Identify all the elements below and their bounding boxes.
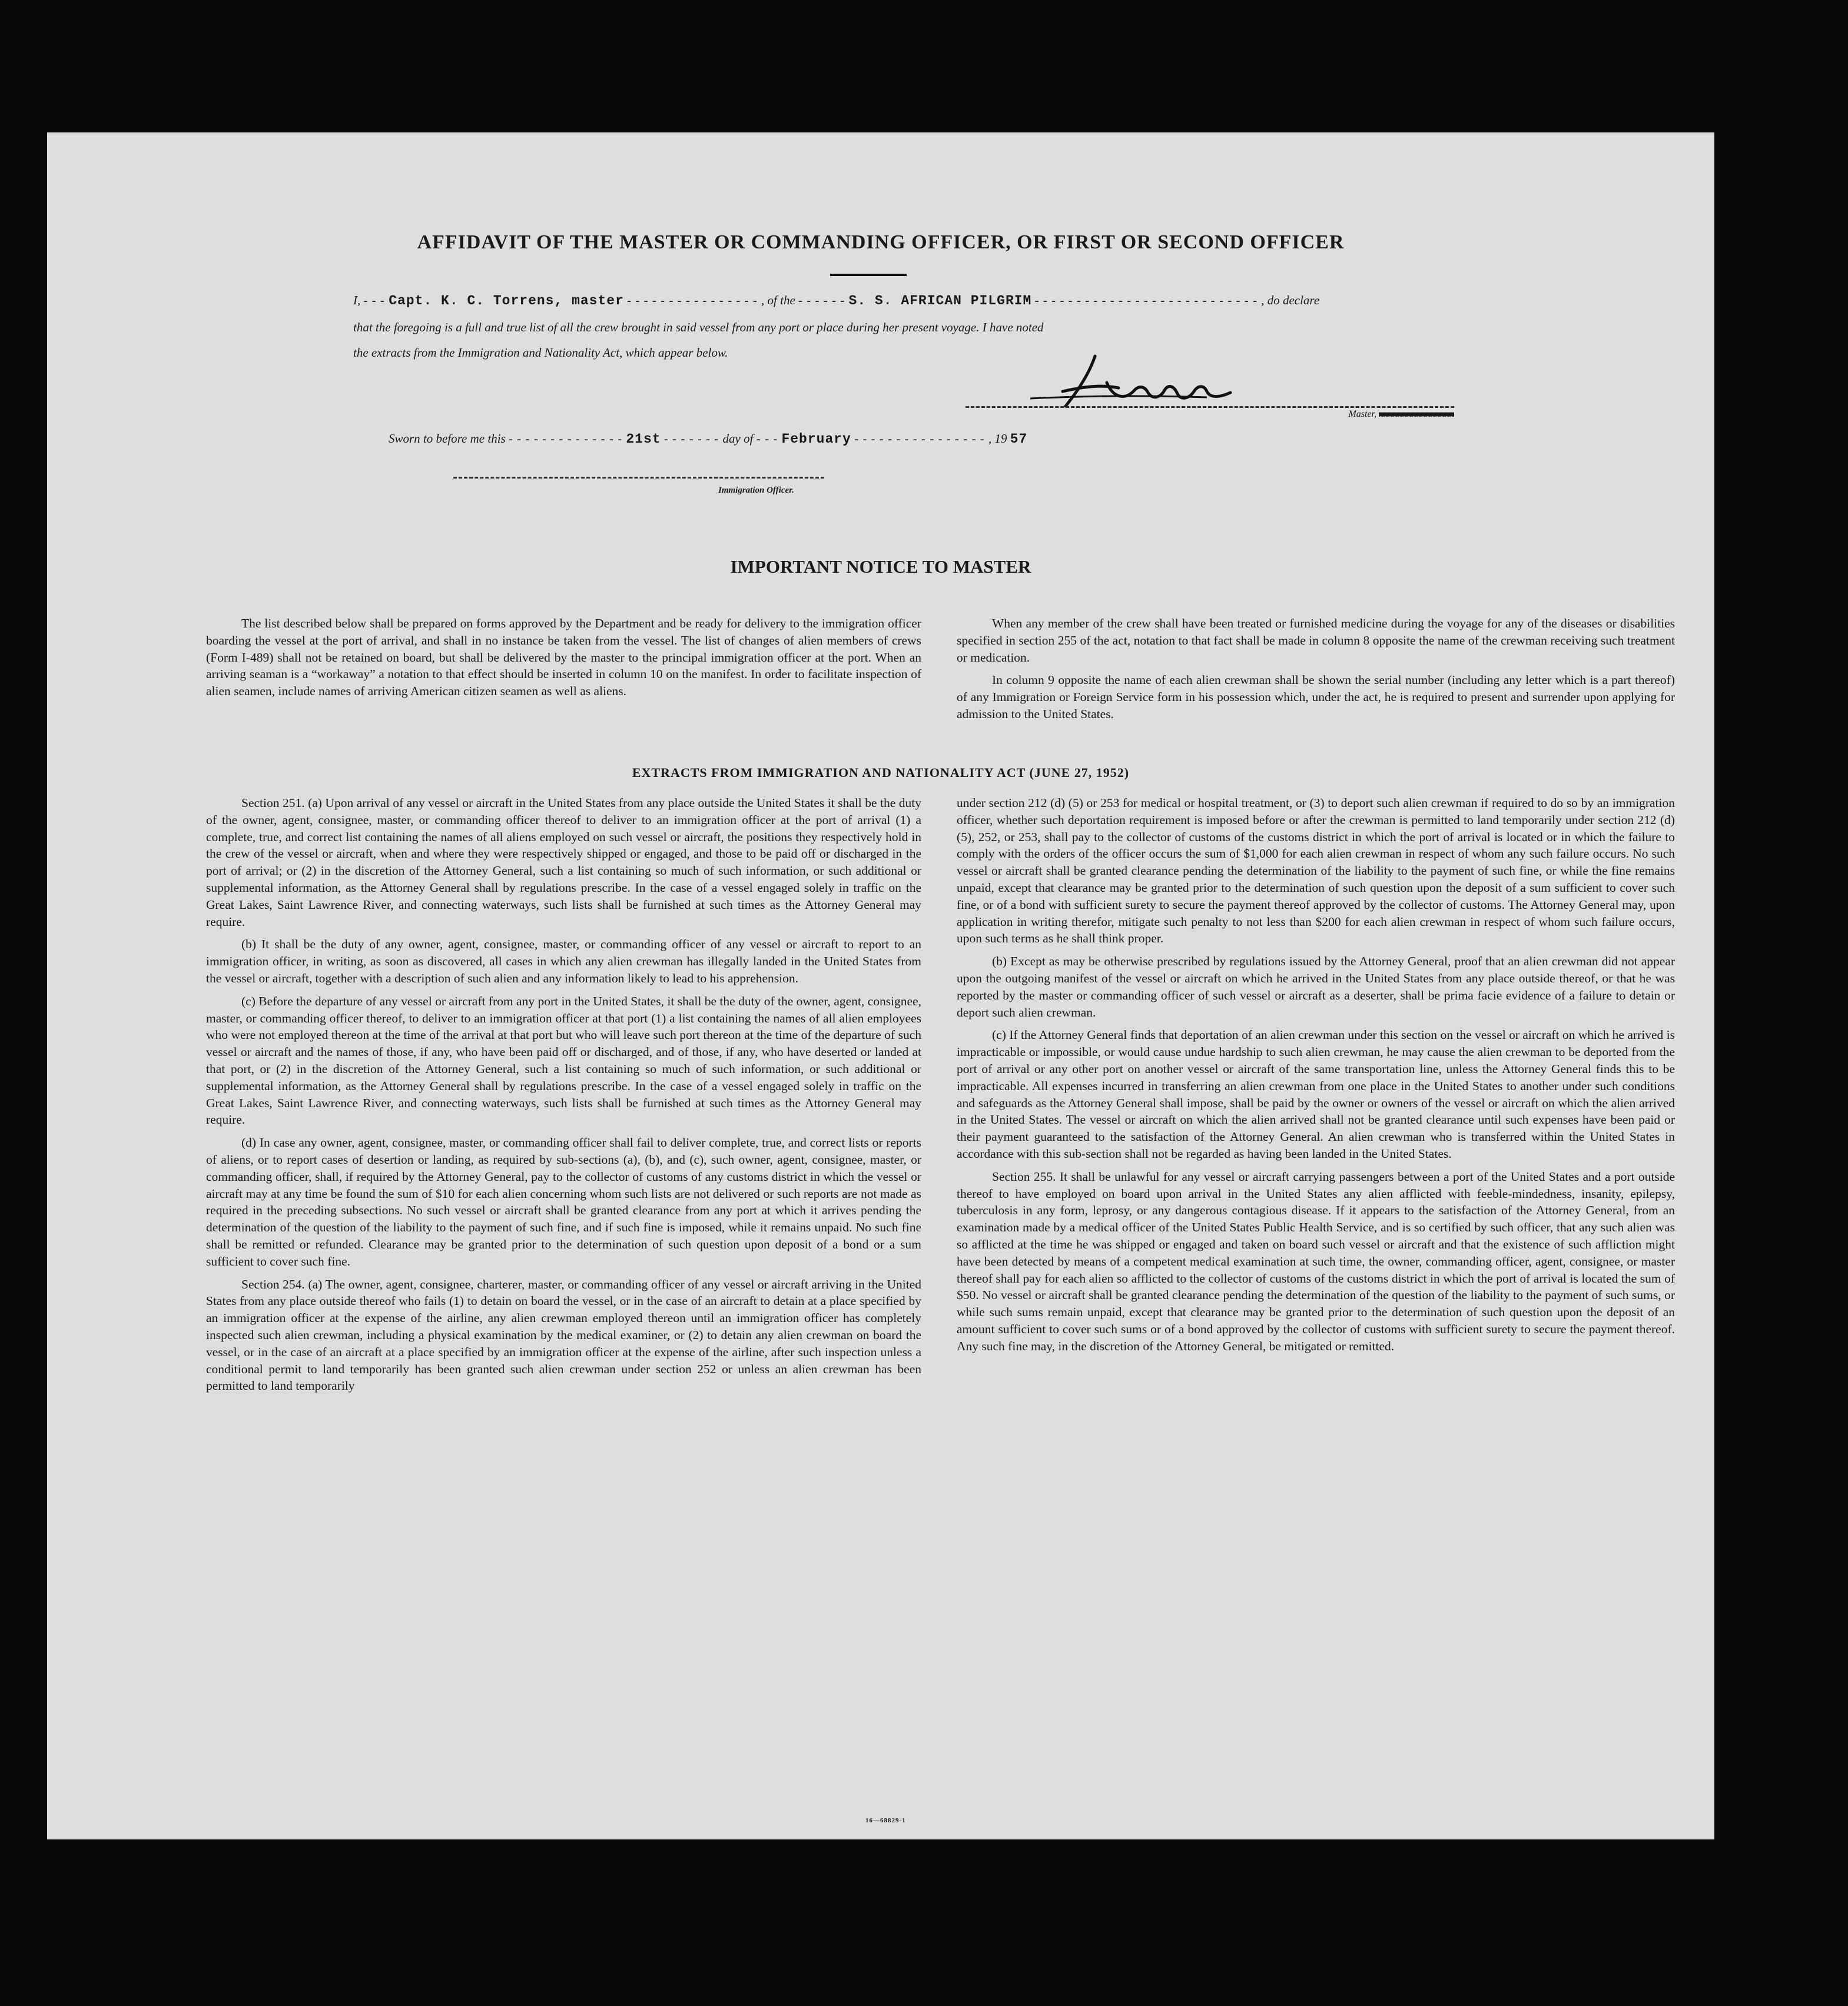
sworn-year: 57 [1010, 431, 1028, 447]
title-rule [830, 274, 907, 276]
master-signature-area [966, 356, 1454, 433]
sworn-day: 21st [626, 431, 661, 447]
notice-left-paragraph: The list described below shall be prepared on forms approved by the Department and be ready for delivery to the immigration officer boarding the vessel at the port of arrival, and shall in no instance be taken from the vessel. The list of changes of alien members of crews (Form I-489) shall not be retained on board, but shall be delivered by the master to the principal immigration officer at the port. When an arriving seaman is a “workaway” a notation to that effect should be inserted in column 10 on the manifest. In order to facilitate inspection of alien seamen, include names of arriving American citizen seamen as well as aliens. [206, 616, 921, 699]
handwritten-signature [1007, 350, 1254, 415]
signature-caption: Master, xxxxxxxxxxxxxxxx [1348, 409, 1454, 419]
sworn-line: Sworn to before me this - - - - - - - - - - - - - - 21st - - - - - - - day of - - - February - - - - - - - - - - - - - - - - , 19 57 [389, 431, 1028, 447]
declaration-line: I, - - - Capt. K. C. Torrens, master - - - - - - - - - - - - - - - - , of the - - - - - - S. S. AFRICAN PILGRIM - - - - - - - - - - - - - - - - - - - - - - - - - - - , do declare [353, 293, 1320, 308]
sworn-month: February [781, 431, 851, 447]
declarant-name: Capt. K. C. Torrens, master [389, 293, 624, 308]
notice-left-column [206, 615, 921, 706]
section-254a-continued: under section 212 (d) (5) or 253 for medical or hospital treatment, or (3) to deport such alien crewman if required to do so by an immigration officer, whether such deportation requirement is imposed before or after the crewman is permitted to land temporarily under section 212 (d) (5), 252, or 253, shall pay to the collector of customs of the customs district in which the port of arrival is located or in which the failure to comply with the orders of the officer occurs the sum of $1,000 for each alien crewman in respect of whom any such failure occurs. No such vessel or aircraft shall be granted clearance pending the determination of the liability to the payment of such fine, or while the fine remains unpaid, except that clearance may be granted prior to the determination of such question upon the deposit of a sum sufficient to cover such fine, or of a bond with sufficient surety to secure the payment thereof approved by the collector of customs. The Attorney General may, upon application in writing therefor, mitigate such penalty to not less than $200 for each alien crewman in respect of whom such failure occurs, upon such terms as he shall think proper. [957, 796, 1675, 946]
extracts-left-column [206, 795, 921, 1400]
section-254c: (c) If the Attorney General finds that deportation of an alien crewman under this section on the vessel or aircraft on which he arrived is impracticable or impossible, or would cause undue hardship to such alien crewman, he may cause the alien crewman to be deported from the port of arrival or any other port on another vessel or aircraft of the same transportation line, unless the Attorney General finds this to be impracticable. All expenses incurred in transferring an alien crewman from one place in the United States to another under such conditions and safeguards as the Attorney General shall impose, shall be paid by the owner or owners of the vessel or aircraft on which the alien arrived in the United States. The vessel or aircraft on which the alien arrived shall not be granted clearance until such expenses have been paid or their payment guaranteed to the satisfaction of the Attorney General. An alien crewman who is transferred within the United States in accordance with this sub-section shall not be regarded as having been landed in the United States. [957, 1028, 1675, 1161]
section-254b: (b) Except as may be otherwise prescribed by regulations issued by the Attorney General, proof that an alien crewman did not appear upon the outgoing manifest of the vessel or aircraft on which he arrived in the United States from any place outside thereof, or that he was reported by the master or commanding officer of such vessel or aircraft as a deserter, shall be prima facie evidence of a failure to detain or deport such alien crewman. [957, 954, 1675, 1019]
section-251d: (d) In case any owner, agent, consignee, master, or commanding officer shall fail to deliver complete, true, and correct lists or reports of aliens, or to report cases of desertion or landing, as required by sub-sections (a), (b), and (c), such owner, agent, consignee, master, or commanding officer, shall, if required by the Attorney General, pay to the collector of customs of any customs district in which the vessel or aircraft may at any time be found the sum of $10 for each alien concerning whom such lists are not delivered or such reports are not made as required in the preceding subsections. No such vessel or aircraft shall be granted clearance from any port at which it arrives pending the determination of the question of the liability to the payment of such fine, and if such fine is imposed, while it remains unpaid. No such fine shall be remitted or refunded. Clearance may be granted prior to the determination of such question upon deposit of a bond or a sum sufficient to cover such fine. [206, 1135, 921, 1268]
statement-line-1: that the foregoing is a full and true list of all the crew brought in said vessel from any port or place during her present voyage. I have noted [353, 320, 1044, 334]
section-251a: Section 251. (a) Upon arrival of any vessel or aircraft in the United States from any place outside the United States it shall be the duty of the owner, agent, consignee, master, or commanding officer thereof to deliver to an immigration officer at the port of arrival (1) a complete, true, and correct list containing the names of all aliens employed on such vessel or aircraft, the positions they respectively hold in the crew of the vessel or aircraft, when and where they were respectively shipped or engaged, and those to be paid off or discharged in the port of arrival; or (2) in the discretion of the Attorney General, such a list containing so much of such information, or such additional or supplemental information, as the Attorney General shall by regulations prescribe. In the case of a vessel engaged solely in traffic on the Great Lakes, Saint Lawrence River, and connecting waterways, such lists shall be furnished at such times as the Attorney General may require. [206, 796, 921, 929]
day-of-label: day of [722, 431, 754, 446]
section-251b: (b) It shall be the duty of any owner, agent, consignee, master, or commanding officer of any vessel or aircraft to report to an immigration officer, in writing, as soon as discovered, all cases in which any alien crewman has illegally landed in the United States from the vessel or aircraft, together with a description of such alien and any information likely to lead to his apprehension. [206, 937, 921, 985]
notice-title: IMPORTANT NOTICE TO MASTER [730, 556, 1031, 577]
do-declare-label: , do declare [1261, 293, 1320, 307]
vessel-name: S. S. AFRICAN PILGRIM [848, 293, 1032, 308]
immigration-officer-label: Immigration Officer. [718, 486, 794, 495]
sworn-label: Sworn to before me this [389, 431, 506, 446]
i-label: I, [353, 293, 361, 307]
of-the-label: , of the [761, 293, 795, 307]
section-255: Section 255. It shall be unlawful for any vessel or aircraft carrying passengers between a port of the United States and a port outside thereof to have employed on board upon arrival in the United States any alien afflicted with feeble-mindedness, insanity, epilepsy, tuberculosis in any form, leprosy, or any dangerous contagious disease. If it appears to the satisfaction of the Attorney General, from an examination made by a medical officer of the United States Public Health Service, and is so certified by such officer, that any such alien was so afflicted at the time he was shipped or engaged and taken on board such vessel or aircraft and that the existence of such affliction might have been detected by means of a competent medical examination at such time, the owner, commanding officer, agent, consignee, or master thereof shall pay for each alien so afflicted to the collector of customs of the customs district in which the port of arrival is located the sum of $50. No vessel or aircraft shall be granted clearance pending the determination of the question of the liability to the payment of such sums, or while such sums remain unpaid, except that clearance may be granted prior to the determination of such question upon the deposit of an amount sufficient to cover such sums or of a bond approved by the collector of customs with sufficient surety to secure the payment thereof. Any such fine may, in the discretion of the Attorney General, be mitigated or remitted. [957, 1169, 1675, 1353]
signature-line [966, 406, 1454, 408]
extracts-right-column [957, 795, 1675, 1361]
immigration-officer-line [453, 477, 824, 479]
notice-right-paragraph-1: When any member of the crew shall have been treated or furnished medicine during the voyage for any of the diseases or disabilities specified in section 255 of the act, notation to that fact shall be made in column 8 opposite the name of the crewman receiving such treatment or medication. [957, 616, 1675, 665]
struck-officer-title: xxxxxxxxxxxxxxxx [1379, 409, 1454, 419]
section-254a: Section 254. (a) The owner, agent, consignee, charterer, master, or commanding officer of any vessel or aircraft arriving in the United States from any place outside thereof who fails (1) to detain on board the vessel, or in the case of an aircraft to detain at a place specified by an immigration officer at the expense of the airline, any alien crewman employed thereon until an immigration officer has completely inspected such alien crewman, including a physical examination by the medical examiner, or (2) to detain any alien crewman on board the vessel, or in the case of an aircraft at a place specified by an immigration officer at the expense of the airline, after such inspection unless a conditional permit to land temporarily has been granted such alien crewman under section 252 or unless an alien crewman has been permitted to land temporarily [206, 1277, 921, 1393]
year-prefix: , 19 [988, 431, 1007, 446]
form-code: 16—68829-1 [865, 1817, 906, 1824]
document-page [47, 132, 1714, 1839]
statement-line-2: the extracts from the Immigration and Nationality Act, which appear below. [353, 346, 728, 360]
notice-right-paragraph-2: In column 9 opposite the name of each alien crewman shall be shown the serial number (including any letter which is a part thereof) of any Immigration or Foreign Service form in his possession which, under the act, he is required to present and surrender upon applying for admission to the United States. [957, 673, 1675, 721]
section-251c: (c) Before the departure of any vessel or aircraft from any port in the United States, it shall be the duty of the owner, agent, consignee, master, or commanding officer thereof, to deliver to an immigration officer at that port (1) a list containing the names of all alien employees who were not employed thereon at the time of the arrival at that port but who will leave such port thereon at the time of the departure of such vessel or aircraft and the names of those, if any, who have been paid off or discharged, and of those, if any, who have deserted or landed at that port, or (2) in the discretion of the Attorney General, such a list containing so much of such information, or such additional or supplemental information, as the Attorney General shall by regulations prescribe. In the case of a vessel engaged solely in traffic on the Great Lakes, Saint Lawrence River, and connecting waterways, such lists shall be furnished at such times as the Attorney General may require. [206, 994, 921, 1127]
affidavit-title: AFFIDAVIT OF THE MASTER OR COMMANDING OFFICER, OR FIRST OR SECOND OFFICER [417, 231, 1345, 253]
extracts-title: EXTRACTS FROM IMMIGRATION AND NATIONALITY ACT (JUNE 27, 1952) [632, 765, 1130, 780]
notice-right-column [957, 615, 1675, 729]
